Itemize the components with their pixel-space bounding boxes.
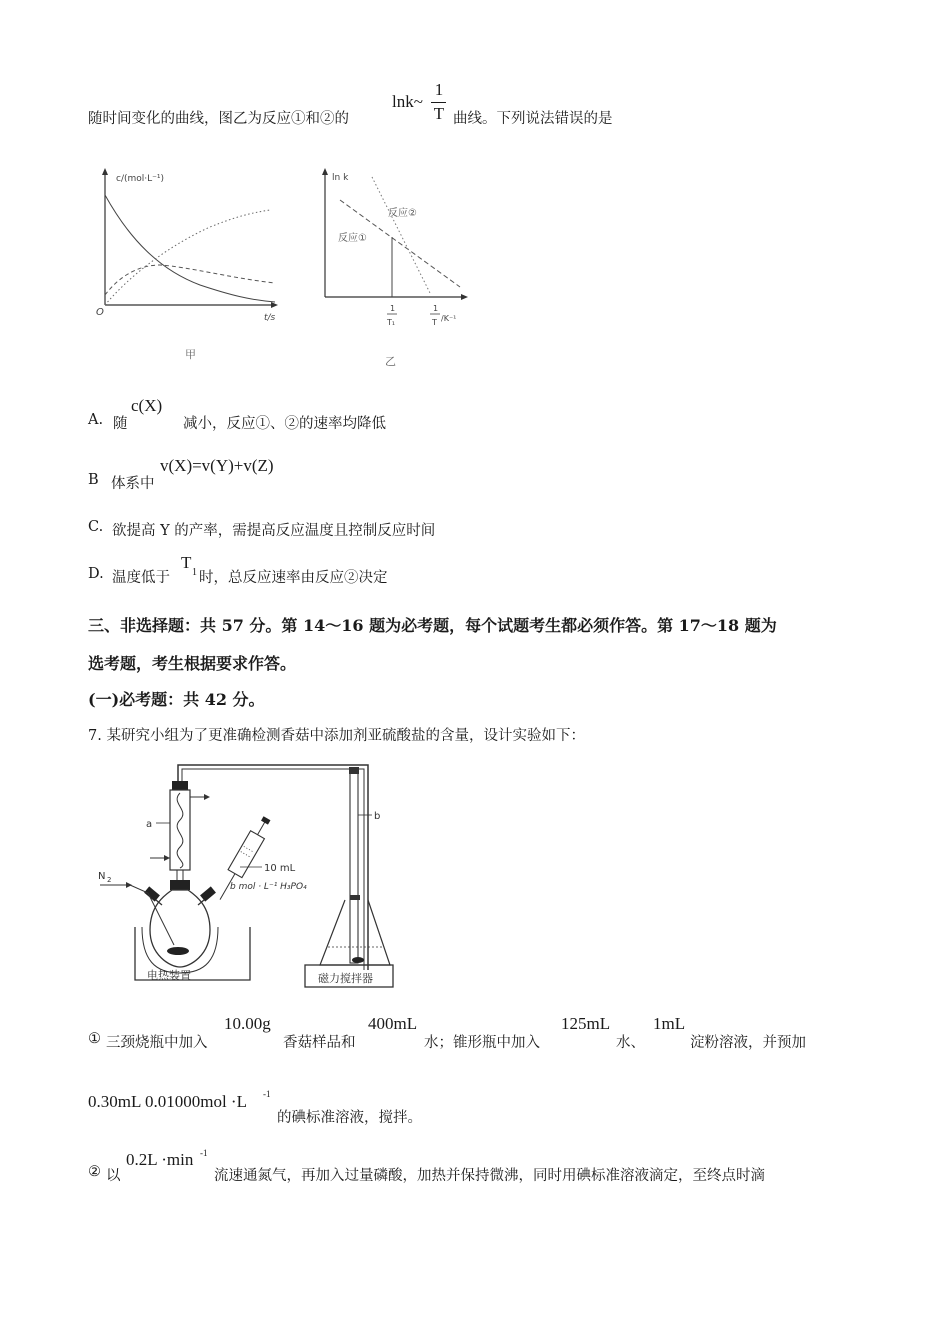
yi-tick-t-den: T <box>432 318 437 327</box>
conical-flask <box>320 900 390 965</box>
step2-text-1: 以 <box>106 1168 121 1184</box>
step1-math-2: 400mL <box>368 1014 418 1033</box>
section-title-line2: 选考题，考生根据要求作答。 <box>88 654 297 673</box>
yi-tick-t-num: 1 <box>433 304 439 313</box>
intro-math-lnk: lnk~ <box>392 92 423 111</box>
step2-circ: ② <box>88 1164 101 1180</box>
yi-x-arrow <box>461 294 468 300</box>
option-a-post: 减小，反应①、②的速率均降低 <box>183 416 386 432</box>
burette-b <box>350 773 358 963</box>
option-a-pre: 随 <box>113 416 128 432</box>
step1-text-5: 淀粉溶液，并预加 <box>690 1035 806 1051</box>
yi-ylabel: ln k <box>332 173 349 183</box>
option-d-label: D. <box>88 566 104 582</box>
label-n2: N <box>98 871 106 882</box>
jia-caption: 甲 <box>185 348 196 361</box>
option-d-math: T <box>181 553 192 572</box>
jia-curve-z <box>105 210 270 305</box>
condenser-a <box>170 790 190 870</box>
option-b-pre: 体系中 <box>111 476 155 492</box>
option-b-math: v(X)=v(Y)+v(Z) <box>160 456 274 475</box>
step2-math-1: 0.2L ·min <box>126 1150 194 1169</box>
right-neck-stopper <box>200 886 216 901</box>
jia-y-arrow <box>102 168 108 175</box>
coolant-in-arrow <box>164 855 170 861</box>
intro-text-after: 曲线。下列说法错误的是 <box>453 111 613 127</box>
yi-caption: 乙 <box>385 355 396 368</box>
condenser-coil <box>177 793 183 868</box>
section-title-line1: 三、非选择题：共 57 分。第 14～16 题为必考题，每个试题考生都必须作答。第 17～18 题为 <box>88 616 777 635</box>
step2-math-1-sup: -1 <box>200 1148 208 1158</box>
left-neck-stopper <box>144 886 160 901</box>
step1-math-4: 1mL <box>653 1014 686 1033</box>
intro-frac-denominator: T <box>433 104 445 123</box>
option-c-label: C. <box>88 519 104 535</box>
yi-label-r1: 反应① <box>338 233 367 244</box>
step1-math-1: 10.00g <box>224 1014 271 1033</box>
step1-text-3: 水；锥形瓶中加入 <box>424 1035 540 1051</box>
option-d-sub: 1 <box>192 567 197 578</box>
label-vol: 10 mL <box>264 863 296 874</box>
figure-jia <box>90 165 290 380</box>
coolant-out-arrow <box>204 794 210 800</box>
q7-stem: 7. 某研究小组为了更准确检测香菇中添加剂亚硫酸盐的含量，设计实验如下： <box>88 728 585 744</box>
stir-bar <box>352 957 364 963</box>
option-a-math: c(X) <box>131 396 163 415</box>
burette-stopcock <box>350 895 360 900</box>
jia-xlabel: t/s <box>264 313 276 323</box>
jia-x-arrow <box>271 302 278 308</box>
step1-text-1: 三颈烧瓶中加入 <box>106 1035 208 1051</box>
step1-circ: ① <box>88 1031 101 1047</box>
option-b-label: B <box>88 472 99 488</box>
sample-residue <box>167 947 189 955</box>
heater-label: 电热装置 <box>147 969 191 982</box>
intro-text-before: 随时间变化的曲线，图乙为反应①和②的 <box>88 111 349 127</box>
yi-tick-t1-den: T₁ <box>387 318 396 327</box>
stirrer-label: 磁力搅拌器 <box>318 972 373 985</box>
step1-text-2: 香菇样品和 <box>283 1035 356 1051</box>
step1-text-6: 的碘标准溶液，搅拌。 <box>277 1110 422 1126</box>
step1-text-4: 水、 <box>616 1035 645 1051</box>
step1-math-3: 125mL <box>561 1014 611 1033</box>
option-a-label: A. <box>88 412 104 428</box>
intro-frac-bar <box>431 102 446 103</box>
figure-yi <box>310 165 475 380</box>
yi-label-r2: 反应② <box>388 208 417 219</box>
step2-text-2: 流速通氮气，再加入过量磷酸，加热并保持微沸，同时用碘标准溶液滴定，至终点时滴 <box>214 1168 765 1184</box>
n2-inlet-tube <box>148 893 174 945</box>
jia-curve-y <box>105 265 275 295</box>
yi-line-r2 <box>372 177 430 293</box>
option-c-text: 欲提高 Y 的产率，需提高反应温度且控制反应时间 <box>112 523 436 539</box>
burette-top <box>349 767 359 774</box>
option-d-post: 时，总反应速率由反应②决定 <box>199 570 388 586</box>
section-subtitle: (一)必考题：共 42 分。 <box>88 690 265 709</box>
three-neck-flask <box>150 890 210 967</box>
label-n2-sub: 2 <box>107 876 112 884</box>
intro-frac-numerator: 1 <box>434 80 444 99</box>
jia-origin: O <box>96 307 104 318</box>
step1-math-5-sup: -1 <box>263 1089 271 1099</box>
yi-tick-unit: /K⁻¹ <box>441 314 457 323</box>
jia-curve-x <box>105 195 275 302</box>
n2-arrow <box>126 882 132 888</box>
center-neck-stopper <box>170 880 190 890</box>
condenser-top-stopper <box>172 781 188 790</box>
label-conc: b mol · L⁻¹ H₃PO₄ <box>230 882 307 892</box>
label-a: a <box>146 819 153 830</box>
jia-ylabel: c/(mol·L⁻¹) <box>116 174 165 184</box>
option-d-pre: 温度低于 <box>112 570 170 586</box>
yi-tick-t1-num: 1 <box>390 304 396 313</box>
apparatus-diagram <box>90 755 410 995</box>
yi-y-arrow <box>322 168 328 175</box>
label-b: b <box>374 811 381 822</box>
step1-math-5: 0.30mL 0.01000mol ·L <box>88 1092 247 1111</box>
